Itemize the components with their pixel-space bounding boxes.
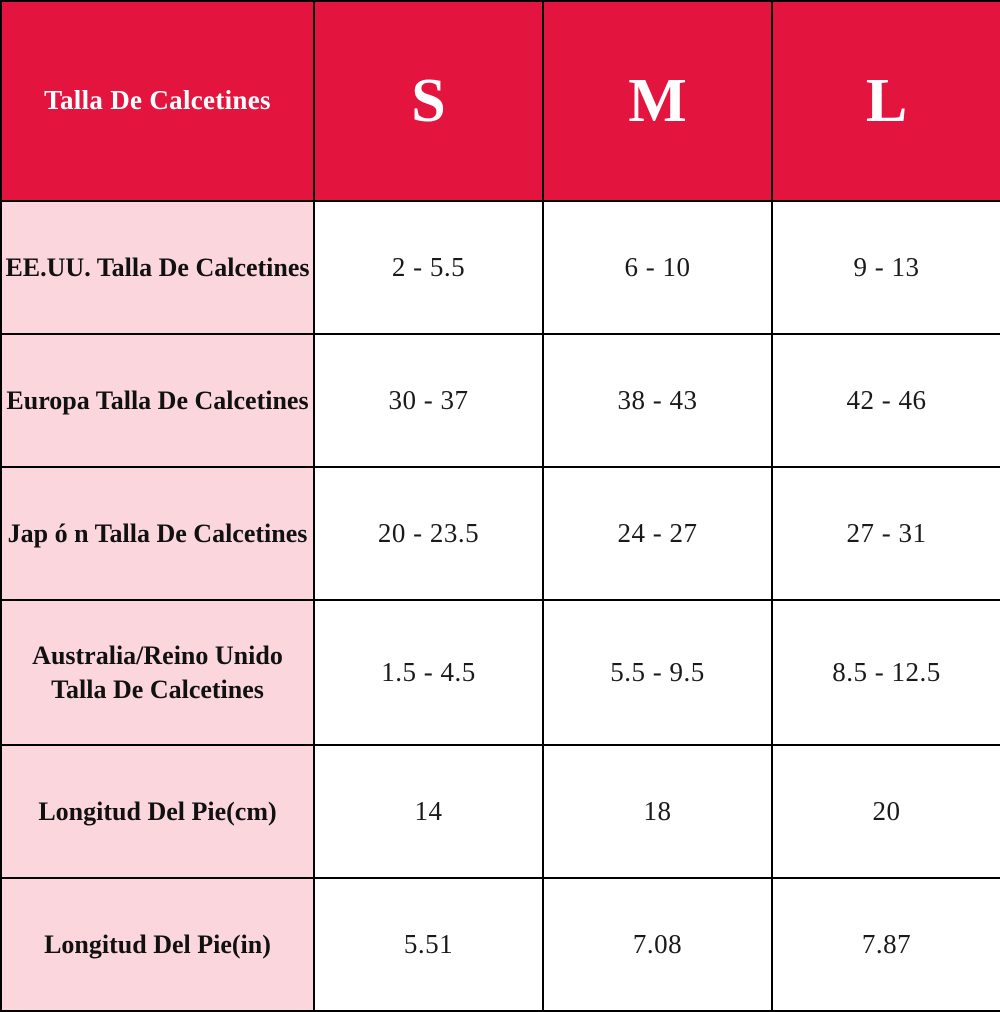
table-row xyxy=(1,600,1000,745)
cell-us-l: 9 - 13 xyxy=(772,201,1000,334)
cell-foot-length-in-m: 7.08 xyxy=(543,878,772,1011)
row-label-foot-length-in: Longitud Del Pie(in) xyxy=(1,878,314,1011)
row-label-us: EE.UU. Talla De Calcetines xyxy=(1,201,314,334)
size-header-m: M xyxy=(543,1,772,201)
cell-foot-length-cm-m: 18 xyxy=(543,745,772,878)
cell-australia-uk-l: 8.5 - 12.5 xyxy=(772,600,1000,745)
cell-australia-uk-s: 1.5 - 4.5 xyxy=(314,600,543,745)
size-header-s: S xyxy=(314,1,543,201)
row-label-europa: Europa Talla De Calcetines xyxy=(1,334,314,467)
cell-japon-m: 24 - 27 xyxy=(543,467,772,600)
table-row xyxy=(1,201,1000,334)
row-label-japon: Jap ó n Talla De Calcetines xyxy=(1,467,314,600)
size-header-l: L xyxy=(772,1,1000,201)
cell-us-m: 6 - 10 xyxy=(543,201,772,334)
chart-title-header: Talla De Calcetines xyxy=(1,1,314,201)
cell-japon-s: 20 - 23.5 xyxy=(314,467,543,600)
cell-us-s: 2 - 5.5 xyxy=(314,201,543,334)
cell-europa-l: 42 - 46 xyxy=(772,334,1000,467)
cell-australia-uk-m: 5.5 - 9.5 xyxy=(543,600,772,745)
cell-foot-length-in-s: 5.51 xyxy=(314,878,543,1011)
cell-foot-length-cm-s: 14 xyxy=(314,745,543,878)
row-label-foot-length-cm: Longitud Del Pie(cm) xyxy=(1,745,314,878)
table-row xyxy=(1,467,1000,600)
cell-europa-m: 38 - 43 xyxy=(543,334,772,467)
table-row xyxy=(1,334,1000,467)
table-header-row xyxy=(1,1,1000,201)
row-label-australia-uk: Australia/Reino Unido Talla De Calcetines xyxy=(1,600,314,745)
table-row xyxy=(1,878,1000,1011)
cell-foot-length-in-l: 7.87 xyxy=(772,878,1000,1011)
cell-japon-l: 27 - 31 xyxy=(772,467,1000,600)
cell-foot-length-cm-l: 20 xyxy=(772,745,1000,878)
table-row xyxy=(1,745,1000,878)
cell-europa-s: 30 - 37 xyxy=(314,334,543,467)
